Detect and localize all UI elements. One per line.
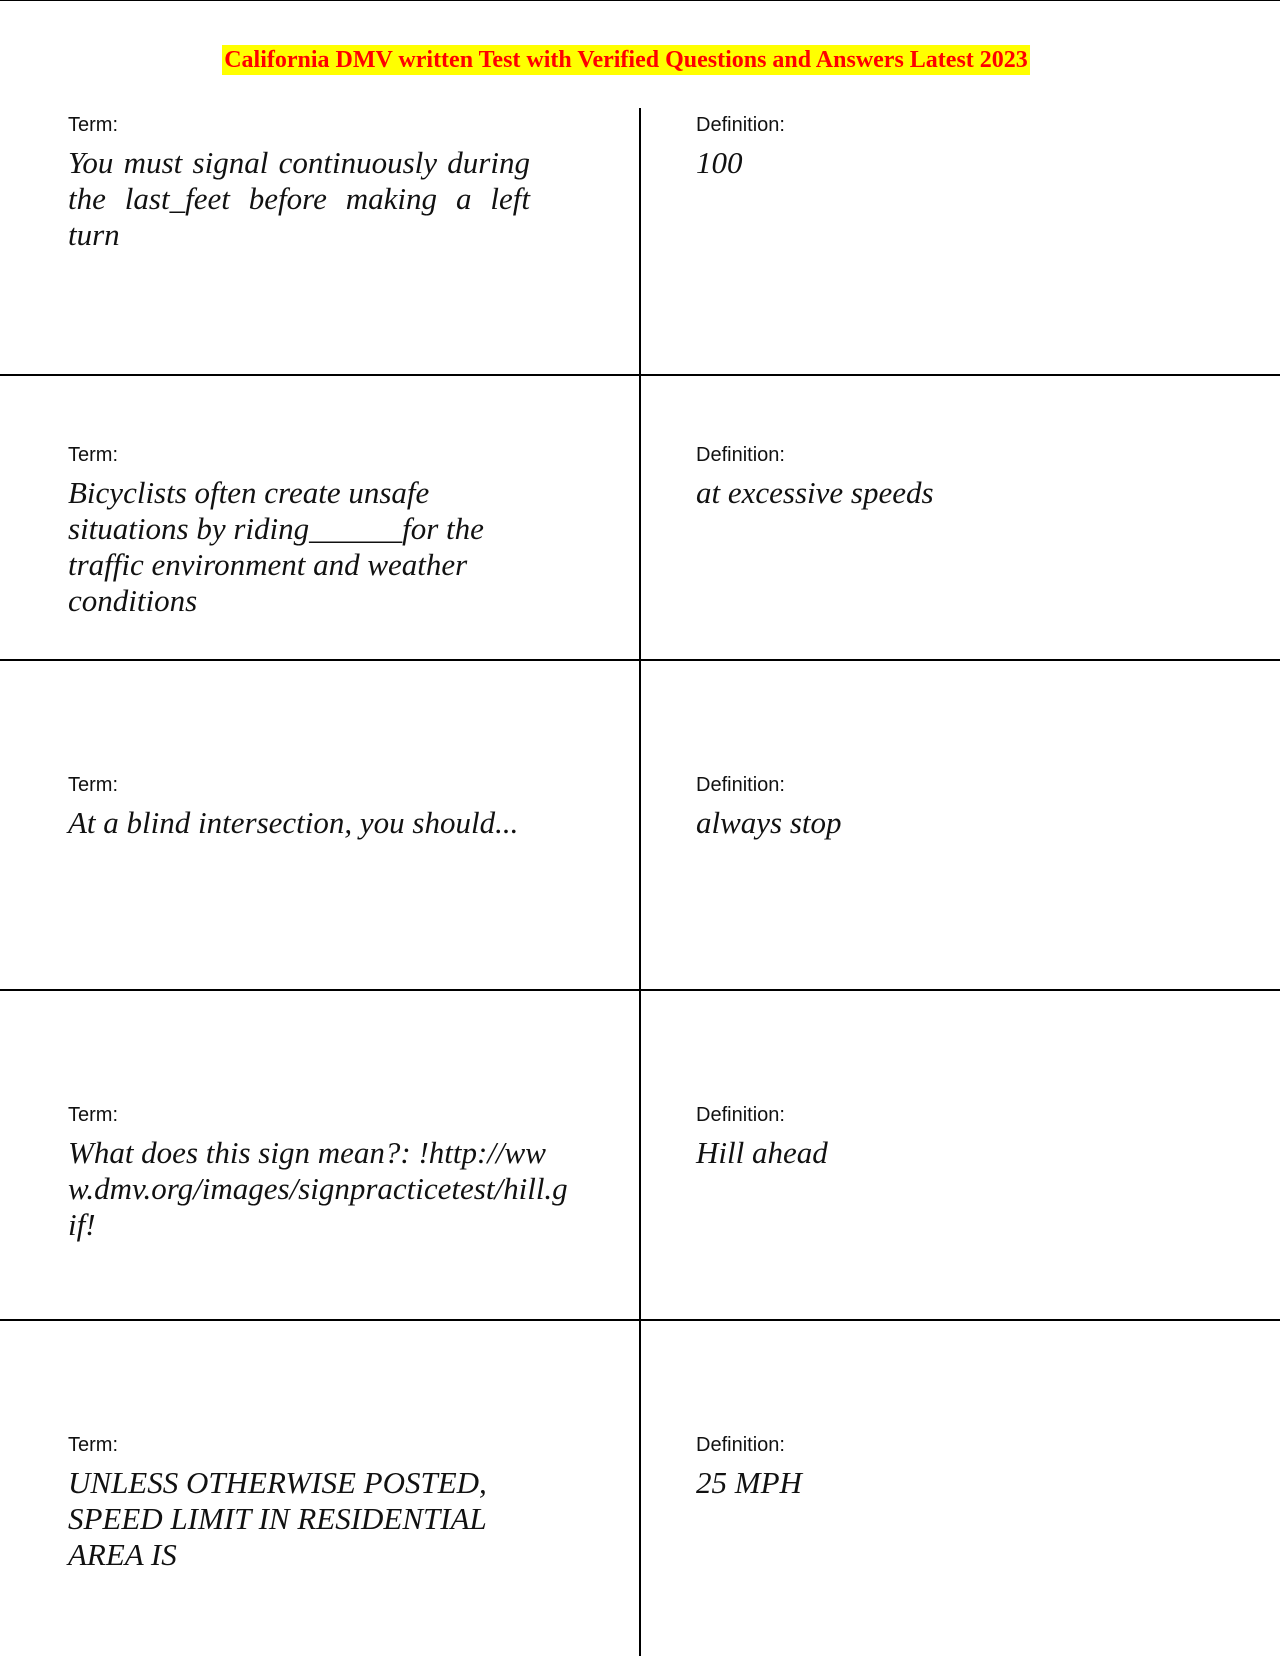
card-2-term (68, 443, 548, 619)
card-3-definition (696, 773, 1236, 841)
card-5-definition (696, 1433, 1236, 1501)
row-divider (0, 989, 1280, 991)
definition-text: always stop (696, 805, 842, 840)
definition-label: Definition: (696, 774, 785, 796)
row-divider (0, 659, 1280, 661)
definition-text: 25 MPH (696, 1465, 802, 1500)
card-4-term (68, 1103, 568, 1243)
definition-label: Definition: (696, 1104, 785, 1126)
card-3-term (68, 773, 548, 841)
term-label: Term: (68, 114, 118, 136)
card-5-term (68, 1433, 548, 1573)
term-label: Term: (68, 1434, 118, 1456)
definition-label: Definition: (696, 1434, 785, 1456)
column-divider (639, 108, 641, 1656)
row-divider (0, 374, 1280, 376)
definition-text: 100 (696, 145, 743, 180)
term-label: Term: (68, 444, 118, 466)
definition-text: at excessive speeds (696, 475, 934, 510)
card-2-definition (696, 443, 1236, 511)
term-text: At a blind intersection, you should... (68, 805, 519, 840)
term-label: Term: (68, 774, 118, 796)
term-text: Bicyclists often create unsafe situations by riding______for the traffic environment and weather conditions (68, 475, 484, 618)
term-label: Term: (68, 1104, 118, 1126)
definition-text: Hill ahead (696, 1135, 828, 1170)
term-text: UNLESS OTHERWISE POSTED, SPEED LIMIT IN RESIDENTIAL AREA IS (68, 1465, 487, 1572)
definition-label: Definition: (696, 444, 785, 466)
card-1-definition (696, 113, 1236, 181)
term-text: You must signal continuously during the last_feet before making a left turn (68, 145, 530, 252)
card-4-definition (696, 1103, 1236, 1171)
row-divider (0, 1319, 1280, 1321)
definition-label: Definition: (696, 114, 785, 136)
card-1-term (68, 113, 548, 253)
term-text: What does this sign mean?: !http://www.dmv.org/images/signpracticetest/hill.gif! (68, 1135, 568, 1242)
document-title: California DMV written Test with Verified Questions and Answers Latest 2023 (224, 47, 1028, 73)
